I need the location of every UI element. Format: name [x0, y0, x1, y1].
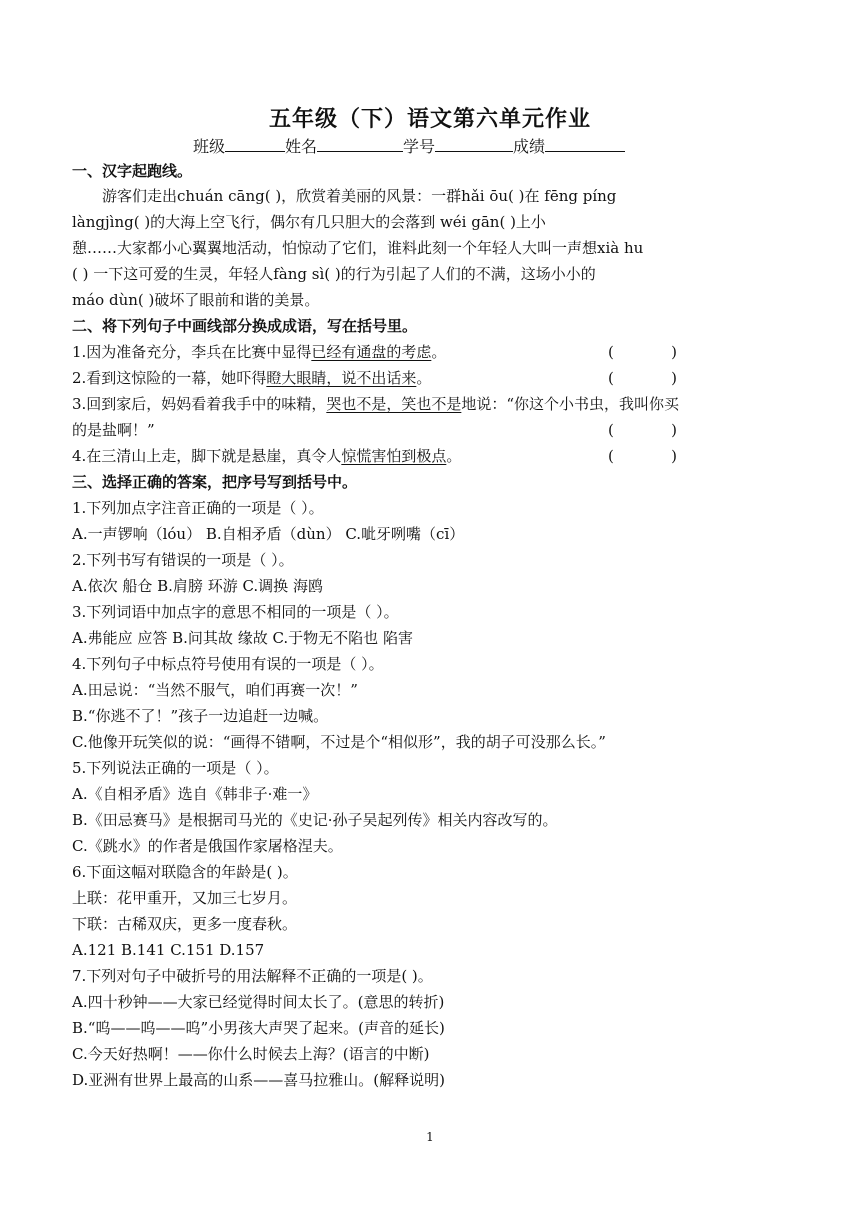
answer-paren[interactable]: ( ) — [608, 421, 677, 439]
option-line: C.他像开玩笑似的说：“画得不错啊，不过是个“相似形”，我的胡子可没那么长。” — [72, 733, 606, 751]
couplet-line: 上联：花甲重开，又加三七岁月。 — [72, 889, 298, 907]
section1-line: làngjìng( )的大海上空飞行，偶尔有几只胆大的会落到 wéi gān( )上小 — [72, 213, 546, 231]
page-title: 五年级（下）语文第六单元作业 — [268, 107, 591, 132]
number-label: 学号 — [403, 137, 436, 156]
section1-line: 游客们走出chuán cāng( )，欣赏着美丽的风景：一群hǎi ōu( )在 fēng píng — [102, 187, 617, 205]
option-line: A.一声锣响（lóu） B.自相矛盾（dùn） C.呲牙咧嘴（cī） — [72, 525, 465, 543]
option-line: A.弗能应 应答 B.问其故 缘故 C.于物无不陷也 陷害 — [72, 629, 413, 647]
question-line: 5.下列说法正确的一项是（ ）。 — [72, 759, 279, 777]
section3-heading: 三、选择正确的答案，把序号写到括号中。 — [72, 473, 358, 491]
question-line: 3.下列词语中加点字的意思不相同的一项是（ ）。 — [72, 603, 399, 621]
question-line: 6.下面这幅对联隐含的年龄是( )。 — [72, 863, 298, 881]
section1-heading: 一、汉字起跑线。 — [72, 162, 193, 180]
section2-item: 2.看到这惊险的一幕，她吓得瞪大眼睛，说不出话来。 — [72, 369, 432, 387]
option-line: A.四十秒钟——大家已经觉得时间太长了。(意思的转折) — [72, 993, 445, 1011]
option-line: A.田忌说：“当然不服气，咱们再赛一次！” — [72, 681, 358, 699]
student-info-row — [193, 134, 625, 157]
answer-paren[interactable]: ( ) — [608, 343, 677, 361]
class-blank[interactable] — [225, 137, 285, 152]
question-line: 2.下列书写有错误的一项是（ ）。 — [72, 551, 294, 569]
option-line: D.亚洲有世界上最高的山系——喜马拉雅山。(解释说明) — [72, 1071, 445, 1089]
couplet-line: 下联：古稀双庆，更多一度春秋。 — [72, 915, 298, 933]
option-line: C.《跳水》的作者是俄国作家屠格涅夫。 — [72, 837, 343, 855]
score-label: 成绩 — [513, 137, 546, 156]
answer-paren[interactable]: ( ) — [608, 369, 677, 387]
question-line: 4.下列句子中标点符号使用有误的一项是（ ）。 — [72, 655, 384, 673]
section1-line: ( ) 一下这可爱的生灵，年轻人fàng sì( )的行为引起了人们的不满，这场小小的 — [72, 265, 596, 283]
score-blank[interactable] — [545, 137, 625, 152]
section2-item: 1.因为准备充分，李兵在比赛中显得已经有通盘的考虑。 — [72, 343, 447, 361]
option-line: B.“呜——呜——呜”小男孩大声哭了起来。(声音的延长) — [72, 1019, 445, 1037]
section2-heading: 二、将下列句子中画线部分换成成语，写在括号里。 — [72, 317, 418, 335]
page-number: 1 — [426, 1130, 434, 1144]
question-line: 7.下列对句子中破折号的用法解释不正确的一项是( )。 — [72, 967, 433, 985]
option-line: B.“你逃不了！”孩子一边追赶一边喊。 — [72, 707, 329, 725]
option-line: A.依次 船仓 B.肩膀 环游 C.调换 海鸥 — [72, 577, 323, 595]
section2-item: 的是盐啊！” — [72, 421, 155, 439]
section2-item: 3.回到家后，妈妈看着我手中的味精，哭也不是，笑也不是地说：“你这个小书虫，我叫你买 — [72, 395, 680, 413]
answer-paren[interactable]: ( ) — [608, 447, 677, 465]
option-line: C.今天好热啊！——你什么时候去上海？(语言的中断) — [72, 1045, 430, 1063]
section1-line: 憩……大家都小心翼翼地活动，怕惊动了它们，谁料此刻一个年轻人大叫一声想xià hu — [72, 239, 644, 257]
section2-item: 4.在三清山上走，脚下就是悬崖，真令人惊慌害怕到极点。 — [72, 447, 462, 465]
class-label: 班级 — [193, 137, 226, 156]
option-line: A.121 B.141 C.151 D.157 — [72, 941, 265, 959]
option-line: B.《田忌赛马》是根据司马光的《史记·孙子吴起列传》相关内容改写的。 — [72, 811, 558, 829]
question-line: 1.下列加点字注音正确的一项是（ ）。 — [72, 499, 324, 517]
name-blank[interactable] — [317, 137, 403, 152]
section1-line: máo dùn( )破坏了眼前和谐的美景。 — [72, 291, 320, 309]
number-blank[interactable] — [435, 137, 513, 152]
name-label: 姓名 — [285, 137, 318, 156]
option-line: A.《自相矛盾》选自《韩非子·难一》 — [72, 785, 318, 803]
